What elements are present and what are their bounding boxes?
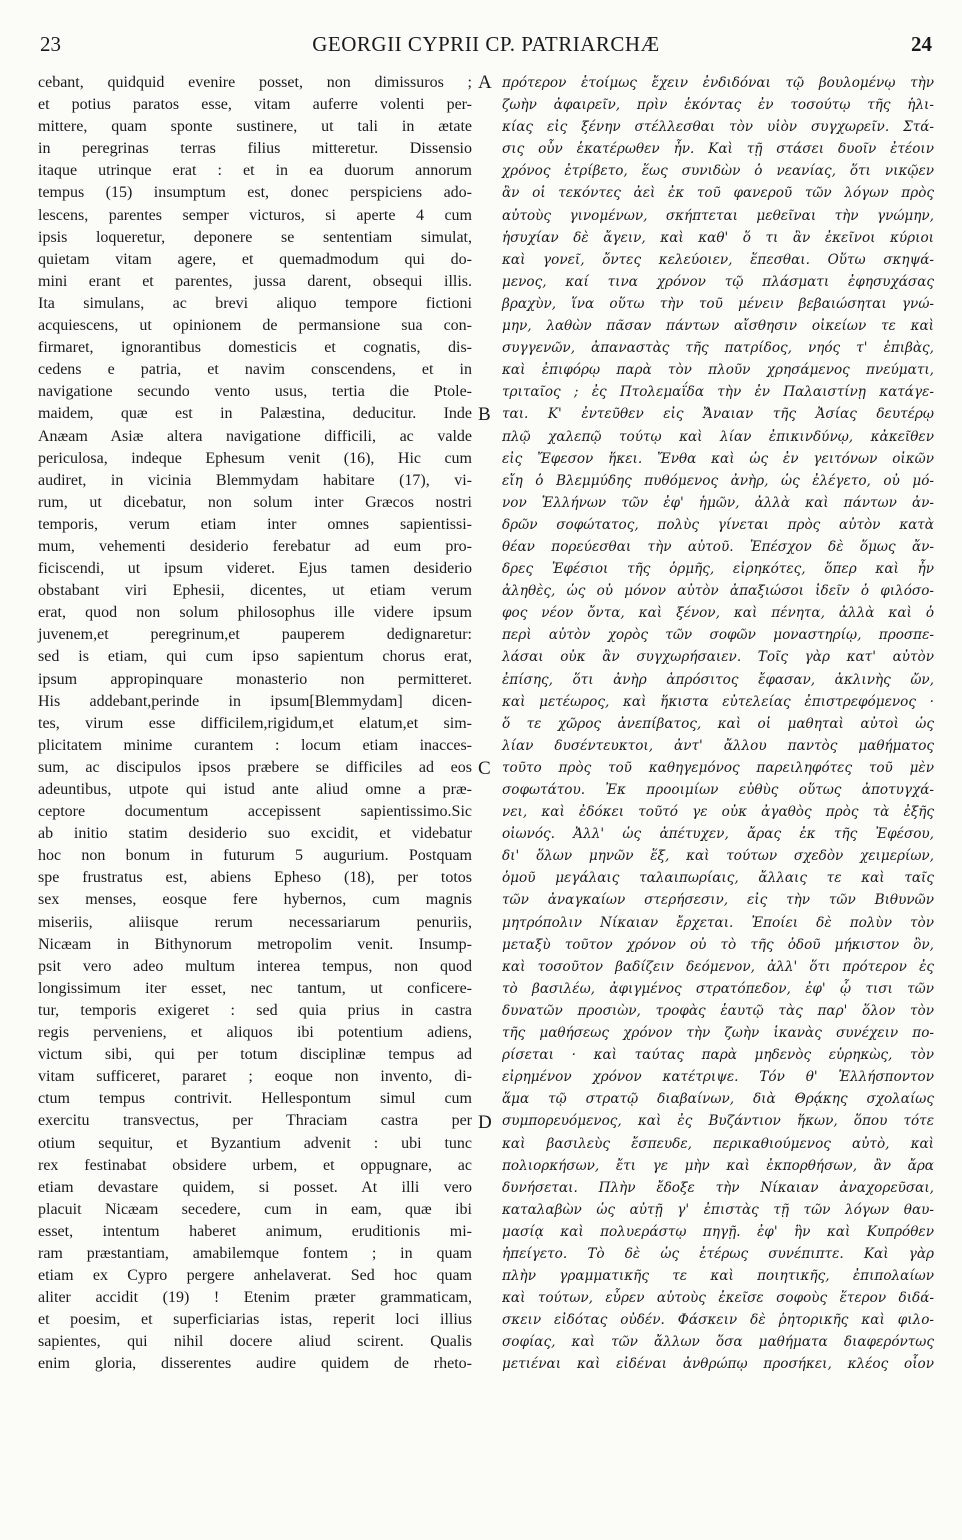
section-marker-b: B (478, 404, 491, 425)
section-marker-d: D (478, 1112, 492, 1133)
latin-text-line: ceptore documentum accepissent sapientissimo.Sic (38, 803, 472, 821)
latin-text-line: etiam ex Cypro pergere anhelaverat. Sed hoc quam (38, 1267, 472, 1285)
greek-text-line: πλῷ χαλεπῷ τούτῳ καὶ λίαν ἐπικινδύνῳ, κἀκεῖθεν (502, 428, 934, 445)
latin-text-line: sum, ac discipulos ipsos præbere se difficiles ad eos (38, 758, 472, 776)
greek-text-line: ἅμα τῷ στρατῷ διαβαίνων, διὰ Θρᾴκης σχολαίως (502, 1091, 934, 1108)
latin-text-line: psit vero adeo multum interea tempus, non quod (38, 957, 472, 975)
latin-text-line: et poesim, et superficiarias istas, reperit loci illius (38, 1311, 472, 1329)
latin-text-line: maidem, quæ est in Palæstina, deducitur. Inde (38, 405, 472, 423)
greek-text-line: λίαν δυσέντευκτοι, ἀντ' ἄλλου παντὸς μαθήματος (502, 737, 934, 754)
latin-text-line: plicitatem minime curantem : locum etiam inacces- (38, 736, 472, 754)
greek-text-line: σοφωτάτου. Ἐκ προοιμίων εὐθὺς οὕτως ἀποτυγχά- (502, 782, 934, 798)
latin-text-line: longissimum iter esset, nec tantum, ut conficere- (38, 979, 472, 997)
latin-text-line: audiret, in vicinia Blemmydam habitare (17), vi- (38, 471, 472, 489)
latin-text-line: Nicæam in Bithynorum metropolim venit. Insump- (38, 935, 472, 953)
latin-text-line: quietam vitam agere, et quemadmodum qui do- (38, 250, 472, 268)
latin-text-line: adeuntibus, utpote qui istud ante aliud omne a præ- (38, 781, 472, 798)
greek-text-line: εἰρημένον χρόνον κατέτριψε. Τόν θ' Ἑλλήσποντον (502, 1069, 934, 1086)
greek-text-line: ται. Κ' ἐντεῦθεν εἰς Ἄναιαν τῆς Ἀσίας δευτέρῳ (502, 406, 934, 423)
latin-text-line: enim gloria, disserentes audire quidem de rheto- (38, 1355, 472, 1373)
latin-text-line: etiam devastare quidem, si posset. At illi vero (38, 1178, 472, 1196)
latin-column (38, 72, 472, 1376)
latin-text-line: itaque utrinque erat : et in ea duorum annorum (38, 162, 472, 180)
latin-text-line: Ita simulans, ac brevi aliquo tempore fictioni (38, 294, 472, 312)
greek-text-line: καὶ τοσοῦτον βαδίζειν δεόμενον, ἀλλ' ὅτι πρότερον ἐς (502, 958, 934, 975)
greek-text-line: μενος, καί τινα χρόνον τῷ πλάσματι ἐφησυχάσας (502, 273, 934, 290)
greek-text-line: πολιορκήσων, ἔτι γε μὴν καὶ ἐκπορθήσων, ἂν ἄρα (502, 1157, 934, 1174)
greek-text-line: θέαν πορεύεσθαι τὴν αὐτοῦ. Ἐπέσχον δὲ ὅμως ἄν- (502, 538, 934, 555)
latin-text-line: Anæam Asiæ altera navigatione difficili, ac valde (38, 427, 472, 445)
greek-text-line: κίας εἰς ξένην στέλλεσθαι τὸν υἱὸν συγχωρεῖν. Στά- (502, 119, 934, 136)
greek-text-line: τῆς μαθήσεως χρόνον τὴν ζωὴν ἱκανὰς συνέχειν πο- (502, 1025, 934, 1042)
latin-text-line: ctum tempus contrivit. Hellespontum simul cum (38, 1090, 472, 1108)
greek-text-line: ἀληθὲς, ὡς οὐ μόνον αὐτὸν ἀπαξιώσοι ἰδεῖν ὁ φιλόσο- (502, 583, 934, 600)
latin-text-line: sed is etiam, qui cum ipso sapientum chorus erat, (38, 648, 472, 666)
latin-text-line: lescens, parentes semper victuros, si aperte 4 cum (38, 206, 472, 224)
latin-text-line: mini erant et parentes, jussa darent, obsequi illis. (38, 272, 472, 290)
latin-text-line: rum, ut dicebatur, non solum inter Græcos nostri (38, 493, 472, 511)
greek-text-line: τῶν ἀναγκαίων στερήσεσιν, εἰς τὴν τῶν Βιθυνῶν (502, 892, 934, 909)
running-header (40, 32, 932, 60)
greek-text-line: μην, λαθὼν πᾶσαν πάντων αἴσθησιν οἰκείων τε καὶ (502, 318, 934, 335)
latin-text-line: erat, quod non solum philosophus ille videre ipsum (38, 604, 472, 622)
latin-text-line: hoc non bonum in futurum 5 augurium. Postquam (38, 847, 472, 865)
latin-text-line: periculosa, indeque Ephesum venit (16), Hic cum (38, 449, 472, 467)
greek-text-line: σις οὖν ἑκατέρωθεν ἦν. Καὶ τῇ στάσει δυοῖν ἐτέοιν (502, 141, 934, 158)
latin-text-line: obstabant viri Ephesii, dicentes, ut etiam verum (38, 582, 472, 600)
greek-text-line: δι' ὅλων μηνῶν ἕξ, καὶ τούτων σχεδὸν χειμερίων, (502, 848, 934, 865)
greek-text-line: καὶ ἐπιφόρῳ παρὰ τὸν πλοῦν χρησάμενος πνεύματι, (502, 362, 934, 379)
greek-text-line: δυνήσεται. Πλὴν ἔδοξε τὴν Νίκαιαν ἀναχορεῦσαι, (502, 1179, 934, 1196)
latin-text-line: otium sequitur, et Byzantium advenit : ubi tunc (38, 1134, 472, 1152)
latin-text-line: exercitu transvectus, per Thraciam castra per (38, 1112, 472, 1130)
running-title: GEORGII CYPRII CP. PATRIARCHÆ (312, 32, 660, 56)
greek-text-line: ρίσεται · καὶ ταύτας παρὰ μηδενὸς εὑρηκὼς, τὸν (502, 1047, 934, 1064)
greek-text-line: ἐπίσης, ὅτι ἀνὴρ ἀπρόσιτος ἔφασαν, ἀκλινὴς ὤν, (502, 671, 934, 688)
latin-text-line: vitam sufficeret, pararet ; eoque non invento, di- (38, 1068, 472, 1086)
section-marker-c: C (478, 758, 491, 779)
greek-text-line: καὶ μετέωρος, καὶ ἥκιστα εὐτελείας ἐπιστρεφόμενος · (502, 693, 934, 710)
latin-text-line: in peregrinas terras filius mitteretur. Dissensio (38, 140, 472, 158)
latin-text-line: sapientes, qui nihil docere aliud scirent. Qualis (38, 1333, 472, 1351)
greek-text-line: ζωὴν ἀφαιρεῖν, πρὶν ἑκόντας ἐν τοσούτῳ τῆς ἡλι- (502, 97, 934, 114)
greek-text-line: λάσαι οὐκ ἂν συγχωρήσαιεν. Τοῖς γὰρ κατ' αὐτὸν (502, 649, 934, 666)
greek-text-line: χρόνος ἐτρίβετο, ἕως συνιδὼν ὁ νεανίας, ὅτι νικῷεν (502, 163, 934, 180)
greek-text-line: πρότερον ἑτοίμως ἔχειν ἐνδιδόναι τῷ βουλομένῳ τὴν (502, 75, 934, 91)
latin-text-line: aliter accidit (19) ! Etenim præter grammaticam, (38, 1289, 472, 1307)
page-number-right: 24 (911, 32, 932, 56)
latin-text-line: mum, vehementi desiderio ferebatur ad eum pro- (38, 537, 472, 555)
greek-text-line: μετιέναι καὶ εἰδέναι ἀνθρώπῳ προσήκει, κλέος οἷον (502, 1356, 934, 1373)
greek-text-line: σοφίας, καὶ τῶν ἄλλων ὅσα μαθήματα διαφερόντως (502, 1334, 934, 1351)
latin-text-line: tes, virum esse difficilem,rigidum,et elatum,et sim- (38, 714, 472, 732)
greek-text-line: καὶ τούτων, εὗρεν αὐτοὺς ἐκεῖσε σοφοὺς ἕτερον διδά- (502, 1290, 934, 1307)
greek-text-line: πλὴν γραμματικῆς τε καὶ ποιητικῆς, ἐπιπολαίων (502, 1268, 934, 1285)
latin-text-line: firmaret, ignorantibus domesticis et cognatis, dis- (38, 339, 472, 357)
greek-text-line: συγγενῶν, ἀπαναστὰς τῆς πατρίδος, νηός τ' ἐπιβὰς, (502, 340, 934, 357)
greek-text-line: καὶ γονεῖ, ὄντες κελεύοιεν, ἕπεσθαι. Οὕτω σκηψά- (502, 251, 934, 268)
greek-text-line: αὐτοὺς γινομένων, σκήπτεται μεθεῖναι τὴν γνώμην, (502, 207, 934, 224)
latin-text-line: spe frustratus est, abiens Epheso (18), per totos (38, 869, 472, 887)
greek-text-line: φος νέον ὄντα, καὶ ξένον, καὶ πένητα, ἀλλὰ καὶ ὁ (502, 605, 934, 622)
greek-text-line: τοῦτο πρὸς τοῦ καθηγεμόνος παρειληφότες τοῦ μὲν (502, 759, 934, 776)
latin-text-line: navigatione secundo vento usus, tertia die Ptole- (38, 383, 472, 401)
greek-text-line: ἂν οἱ τεκόντες ἀεὶ ἐκ τοῦ φανεροῦ τῶν λόγων πρὸς (502, 185, 934, 202)
greek-text-line: δυνατῶν προσιὼν, τροφὰς ἑαυτῷ τὰς παρ' ὅλον τὸν (502, 1002, 934, 1019)
latin-text-line: acquiescens, ut opinionem de permansione sua con- (38, 317, 472, 335)
latin-text-line: ipsis loqueretur, deponere se sententiam simulat, (38, 228, 472, 246)
greek-text-line: καταλαβὼν ὡς αὐτῇ γ' ἐπιστὰς τῇ τῶν λόγων θαυ- (502, 1201, 934, 1218)
greek-text-line: σκειν εἰδότας οὐδέν. Φάσκειν δὲ ῥητορικῆς καὶ φιλο- (502, 1312, 934, 1329)
latin-text-line: miseriis, aliisque rerum necessariarum penuriis, (38, 913, 472, 931)
greek-text-line: ὁμοῦ μεγάλαις ταλαιπωρίαις, ἄλλαις τε καὶ ταῖς (502, 870, 934, 887)
greek-column (502, 72, 934, 1376)
latin-text-line: ram præstantiam, amabilemque fontem ; in quam (38, 1244, 472, 1262)
greek-text-line: νον Ἑλλήνων τῶν ἐφ' ἡμῶν, ἀλλὰ καὶ πάντων ἀν- (502, 494, 934, 511)
latin-text-line: ficiscendi, ut ipsum videret. Ejus tamen desiderio (38, 560, 472, 578)
latin-text-line: ipsum appropinquare monasterio non permitteret. (38, 670, 472, 688)
greek-text-line: ἡσυχίαν δὲ ἄγειν, καὶ καθ' ὅ τι ἂν ἐκεῖνοι κύριοι (502, 229, 934, 246)
greek-text-line: τριταῖος ; ἐς Πτολεμαΐδα τὴν ἐν Παλαιστίνῃ κατάγε- (502, 384, 934, 401)
greek-text-line: ἠπείγετο. Τὸ δὲ ὡς ἑτέρως συνέπιπτε. Καὶ γὰρ (502, 1245, 934, 1262)
greek-text-line: μεταξὺ τοῦτον χρόνον οὐ τὸ τῆς ὁδοῦ μήκιστον ὂν, (502, 936, 934, 953)
greek-text-line: δρες Ἐφέσιοι τῆς ὁρμῆς, εἰρηκότες, ὅπερ καὶ ἦν (502, 561, 934, 578)
greek-text-line: δρῶν σοφώτατος, πολὺς γίνεται πρὸς αὐτὸν κατὰ (502, 516, 934, 533)
latin-text-line: et potius paratos esse, vitam auferre volenti per- (38, 96, 472, 114)
greek-text-line: συμπορευόμενος, καὶ ἐς Βυζάντιον ἥκων, ὅπου τότε (502, 1113, 934, 1130)
latin-text-line: juvenem,et peregrinum,et pauperem dedignaretur: (38, 626, 472, 644)
greek-text-line: ὅ τε χῶρος ἀνεπίβατος, καὶ οἱ μαθηταὶ αὐτοὶ ὡς (502, 715, 934, 732)
latin-text-line: cedens e patria, et navim conscendens, et in (38, 361, 472, 379)
latin-text-line: rex festinabat obsidere urbem, et oppugnare, ac (38, 1156, 472, 1174)
greek-text-line: εἰς Ἔφεσον ἥκει. Ἔνθα καὶ ὡς ἐν γειτόνων οἰκῶν (502, 450, 934, 467)
greek-text-line: καὶ βασιλεὺς ἔσπευδε, περικαθιούμενος αὐτὸ, καὶ (502, 1135, 934, 1152)
latin-text-line: placuit Nicæam secedere, cum in eam, quæ ibi (38, 1200, 472, 1218)
latin-text-line: tempus (15) insumptum est, donec perspiciens ado- (38, 184, 472, 202)
greek-text-line: μασίᾳ καὶ πολυεράστῳ πηγῇ. ἐφ' ἣν καὶ Κυπρόθεν (502, 1223, 934, 1240)
latin-text-line: esset, intentum haberet animum, eruditionis mi- (38, 1222, 472, 1240)
latin-text-line: cebant, quidquid evenire posset, non dimissuros ; (38, 74, 472, 91)
latin-text-line: tur, temporis exigeret : sed quia prius in castra (38, 1001, 472, 1019)
greek-text-line: νει, καὶ ἐδόκει τοῦτό γε οὐκ ἀγαθὸς πρὸς τὰ ἐξῆς (502, 804, 934, 821)
greek-text-line: οἰωνός. Ἀλλ' ὡς ἀπέτυχεν, ἄρας ἐκ τῆς Ἐφέσου, (502, 826, 934, 843)
page-number-left: 23 (40, 32, 61, 56)
latin-text-line: sex menses, eosque fere hybernos, cum magnis (38, 891, 472, 909)
latin-text-line: ab initio statim desiderio suo excidit, et videbatur (38, 825, 472, 843)
section-marker-a: A (478, 72, 492, 93)
latin-text-line: regis perveniens, et aliquos ibi potentium adiens, (38, 1024, 472, 1042)
latin-text-line: temporis, verum etiam inter omnes sapientissi- (38, 515, 472, 533)
greek-text-line: βραχὺν, ἵνα οὕτω τὴν τοῦ μένειν βεβαιώσηται γνώ- (502, 295, 934, 312)
latin-text-line: victum sibi, qui per totum disciplinæ tempus ad (38, 1046, 472, 1064)
greek-text-line: τὸ βασιλέω, ἀφιγμένος στρατόπεδον, ἐφ' ᾧ τισι τῶν (502, 980, 934, 997)
latin-text-line: mittere, quam sponte sustinere, ut tali in ætate (38, 118, 472, 136)
greek-text-line: μητρόπολιν Νίκαιαν ἔρχεται. Ἐποίει δὲ πολὺν τὸν (502, 914, 934, 931)
greek-text-line: περὶ αὐτὸν χορὸς τῶν σοφῶν μοναστηρίῳ, προσπε- (502, 627, 934, 644)
latin-text-line: His addebant,perinde in ipsum[Blemmydam] dicen- (38, 692, 472, 710)
greek-text-line: εἴη ὁ Βλεμμύδης πυθόμενος ἀνὴρ, ὡς ἐλέγετο, οὐ μό- (502, 472, 934, 489)
